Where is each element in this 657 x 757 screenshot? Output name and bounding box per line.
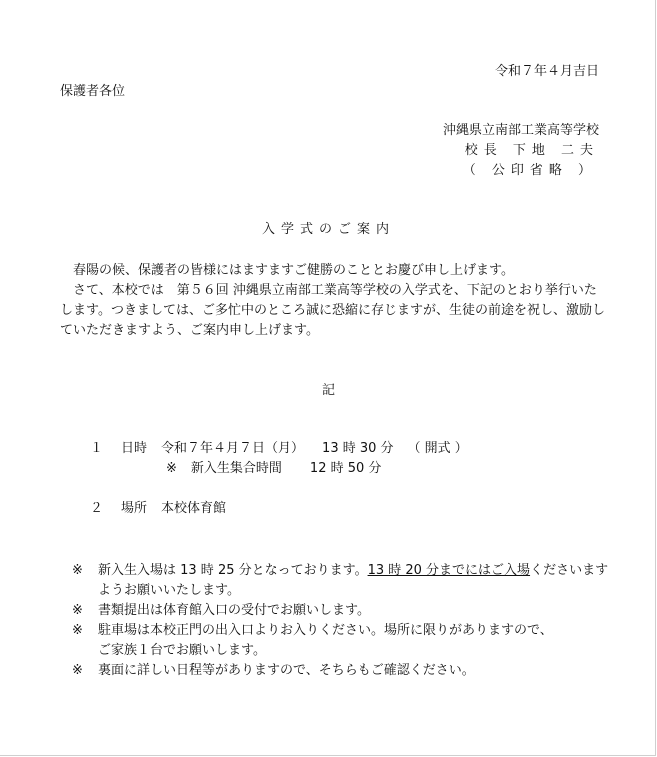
venue-value: 本校体育館	[161, 501, 227, 516]
item-venue	[90, 499, 226, 519]
item-label: 場所	[121, 501, 148, 516]
note-text: 新入生入場は 13 時 25 分となっております。	[98, 563, 368, 578]
ceremony-date: 令和７年４月７日（月）	[161, 441, 305, 456]
item-datetime	[90, 439, 468, 459]
greeting-paragraph: 春陽の候、保護者の皆様にはますますご健勝のこととお慶び申し上げます。	[73, 263, 514, 278]
gathering-label: 新入生集合時間	[190, 461, 282, 476]
body-text	[60, 261, 605, 341]
note-text: 書類提出は体育館入口の受付でお願いします。	[98, 603, 370, 618]
ceremony-time: 13 時 30 分	[322, 441, 394, 456]
ceremony-note: （ 開式 ）	[407, 441, 468, 456]
note-entry-schedule	[72, 661, 612, 681]
item-number: １	[90, 441, 104, 456]
issue-date: 令和７年４月吉日	[494, 64, 599, 79]
item-label: 日時	[121, 441, 148, 456]
note-mark: ※	[72, 623, 83, 638]
note-entry-parking	[72, 621, 612, 661]
note-entry-documents	[72, 601, 612, 621]
ki-heading: 記	[321, 383, 335, 398]
note-text: ご家族１台でお願いします。	[98, 643, 266, 658]
notes-list	[72, 561, 612, 681]
note-mark: ※	[72, 563, 83, 578]
seal-omitted: （ 公印省略 ）	[462, 163, 597, 178]
gathering-time: 12 時 50 分	[309, 461, 382, 476]
note-text: 裏面に詳しい日程等がありますので、そちらもご確認ください。	[98, 663, 475, 678]
note-text: くださいますようお願いいたします。	[98, 563, 609, 598]
note-mark: ※	[72, 603, 83, 618]
item-number: ２	[90, 501, 104, 516]
note-underlined-text: 13 時 20 分までにはご入場	[367, 563, 531, 578]
note-text: 駐車場は本校正門の出入口よりお入りください。場所に限りがありますので、	[98, 623, 553, 638]
announcement-paragraph: さて、本校では 第５６回 沖縄県立南部工業高等学校の入学式を、下記のとおり挙行いたします。つきましては、ご多忙中のところ誠に恐縮に存じますが、生徒の前途を祝し、激励していただきますよう、ご案内申し上げます。	[60, 283, 605, 338]
principal-name: 校長 下地 二夫	[464, 143, 599, 158]
recipient: 保護者各位	[60, 84, 126, 99]
note-mark: ※	[166, 461, 177, 476]
item-gathering-time	[166, 459, 381, 479]
school-name: 沖縄県立南部工業高等学校	[442, 123, 599, 138]
note-entry-arrival	[72, 561, 612, 601]
document-title: 入学式のご案内	[261, 222, 395, 237]
note-mark: ※	[72, 663, 83, 678]
